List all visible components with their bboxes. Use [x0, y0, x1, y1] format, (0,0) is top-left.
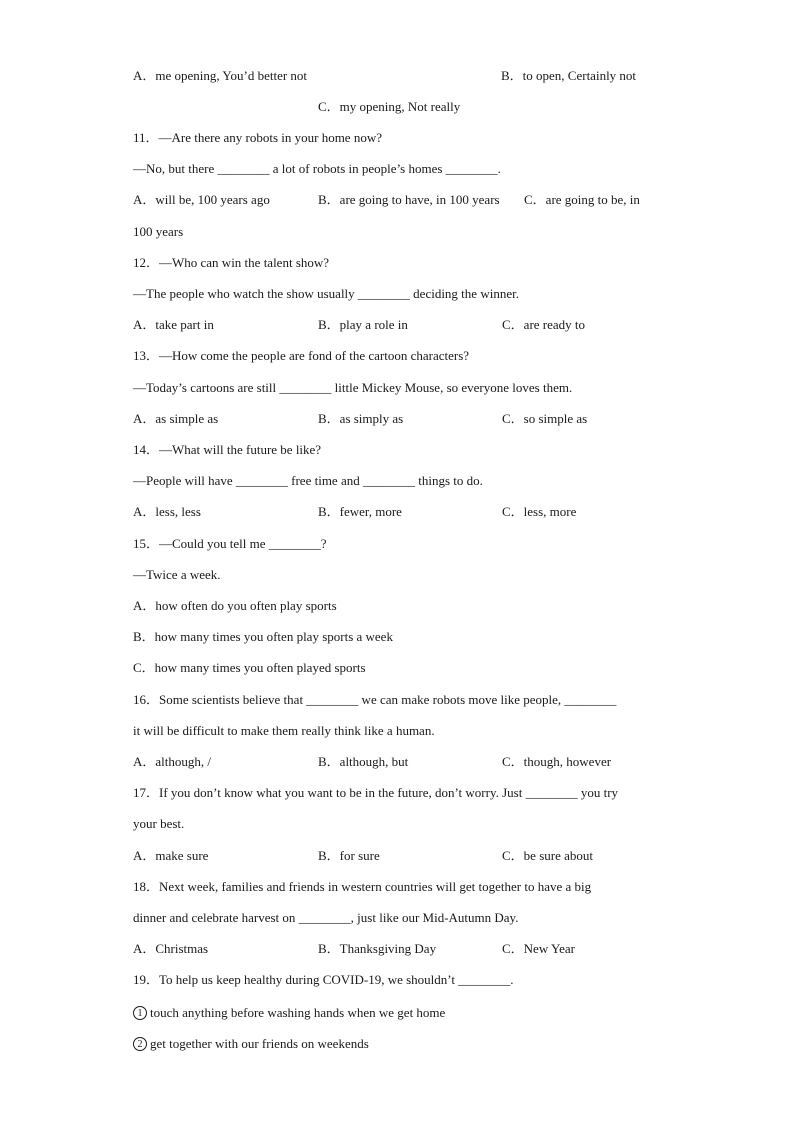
- q12-stem: 12．—Who can win the talent show?: [133, 255, 330, 270]
- q12-option-b: B．play a role in: [318, 317, 408, 332]
- q11-answer-line: —No, but there ________ a lot of robots in people’s homes ________.: [133, 161, 501, 176]
- q12-option-a: A．take part in: [133, 317, 214, 332]
- q14-option-a: A．less, less: [133, 504, 201, 519]
- q17-option-c: C．be sure about: [502, 848, 593, 863]
- q16-option-c: C．though, however: [502, 754, 612, 769]
- q14-option-c: C．less, more: [502, 504, 577, 519]
- q18-option-a: A．Christmas: [133, 941, 209, 956]
- q15-option-c: C．how many times you often played sports: [133, 660, 366, 675]
- q13-stem: 13．—How come the people are fond of the cartoon characters?: [133, 348, 470, 363]
- q18-option-c: C．New Year: [502, 941, 575, 956]
- q17-stem-continued: your best.: [133, 816, 185, 831]
- q11-option-c-continued: 100 years: [133, 224, 184, 239]
- q15-option-b: B．how many times you often play sports a week: [133, 629, 393, 644]
- q11-option-a: A．will be, 100 years ago: [133, 192, 270, 207]
- q18-option-b: B．Thanksgiving Day: [318, 941, 437, 956]
- circled-number-1: 1: [133, 1006, 147, 1020]
- q19-stem: 19．To help us keep healthy during COVID-19, we shouldn’t ________.: [133, 972, 514, 987]
- q16-stem: 16．Some scientists believe that ________ we can make robots move like people, ________: [133, 692, 617, 707]
- q13-option-c: C．so simple as: [502, 411, 588, 426]
- q19-item-2: [133, 1035, 369, 1051]
- q17-option-b: B．for sure: [318, 848, 380, 863]
- q19-item-1-text: touch anything before washing hands when we get home: [150, 1005, 446, 1021]
- q16-stem-continued: it will be difficult to make them really think like a human.: [133, 723, 435, 738]
- q16-option-b: B．although, but: [318, 754, 409, 769]
- circled-number-2: 2: [133, 1037, 147, 1051]
- q10-option-a: A．me opening, You’d better not: [133, 68, 308, 83]
- q14-option-b: B．fewer, more: [318, 504, 402, 519]
- q19-item-2-text: get together with our friends on weekends: [150, 1036, 369, 1052]
- q17-stem: 17．If you don’t know what you want to be in the future, don’t worry. Just ________ you try: [133, 785, 619, 800]
- q14-stem: 14．—What will the future be like?: [133, 442, 322, 457]
- q15-stem: 15．—Could you tell me ________?: [133, 536, 327, 551]
- q10-option-b: B．to open, Certainly not: [501, 68, 637, 83]
- q13-answer-line: —Today’s cartoons are still ________ little Mickey Mouse, so everyone loves them.: [133, 380, 573, 395]
- q18-stem: 18．Next week, families and friends in western countries will get together to have a big: [133, 879, 592, 894]
- q11-option-c: C．are going to be, in: [524, 192, 640, 207]
- q19-item-1: [133, 1004, 445, 1020]
- q13-option-a: A．as simple as: [133, 411, 219, 426]
- q15-answer-line: —Twice a week.: [133, 567, 221, 582]
- q10-option-c: C．my opening, Not really: [318, 99, 461, 114]
- q13-option-b: B．as simply as: [318, 411, 404, 426]
- q12-option-c: C．are ready to: [502, 317, 586, 332]
- q14-answer-line: —People will have ________ free time and ________ things to do.: [133, 473, 483, 488]
- q18-stem-continued: dinner and celebrate harvest on ________, just like our Mid-Autumn Day.: [133, 910, 519, 925]
- q11-stem: 11．—Are there any robots in your home now?: [133, 130, 382, 145]
- q15-option-a: A．how often do you often play sports: [133, 598, 337, 613]
- q12-answer-line: —The people who watch the show usually ________ deciding the winner.: [133, 286, 519, 301]
- q17-option-a: A．make sure: [133, 848, 209, 863]
- q11-option-b: B．are going to have, in 100 years: [318, 192, 500, 207]
- q16-option-a: A．although, /: [133, 754, 211, 769]
